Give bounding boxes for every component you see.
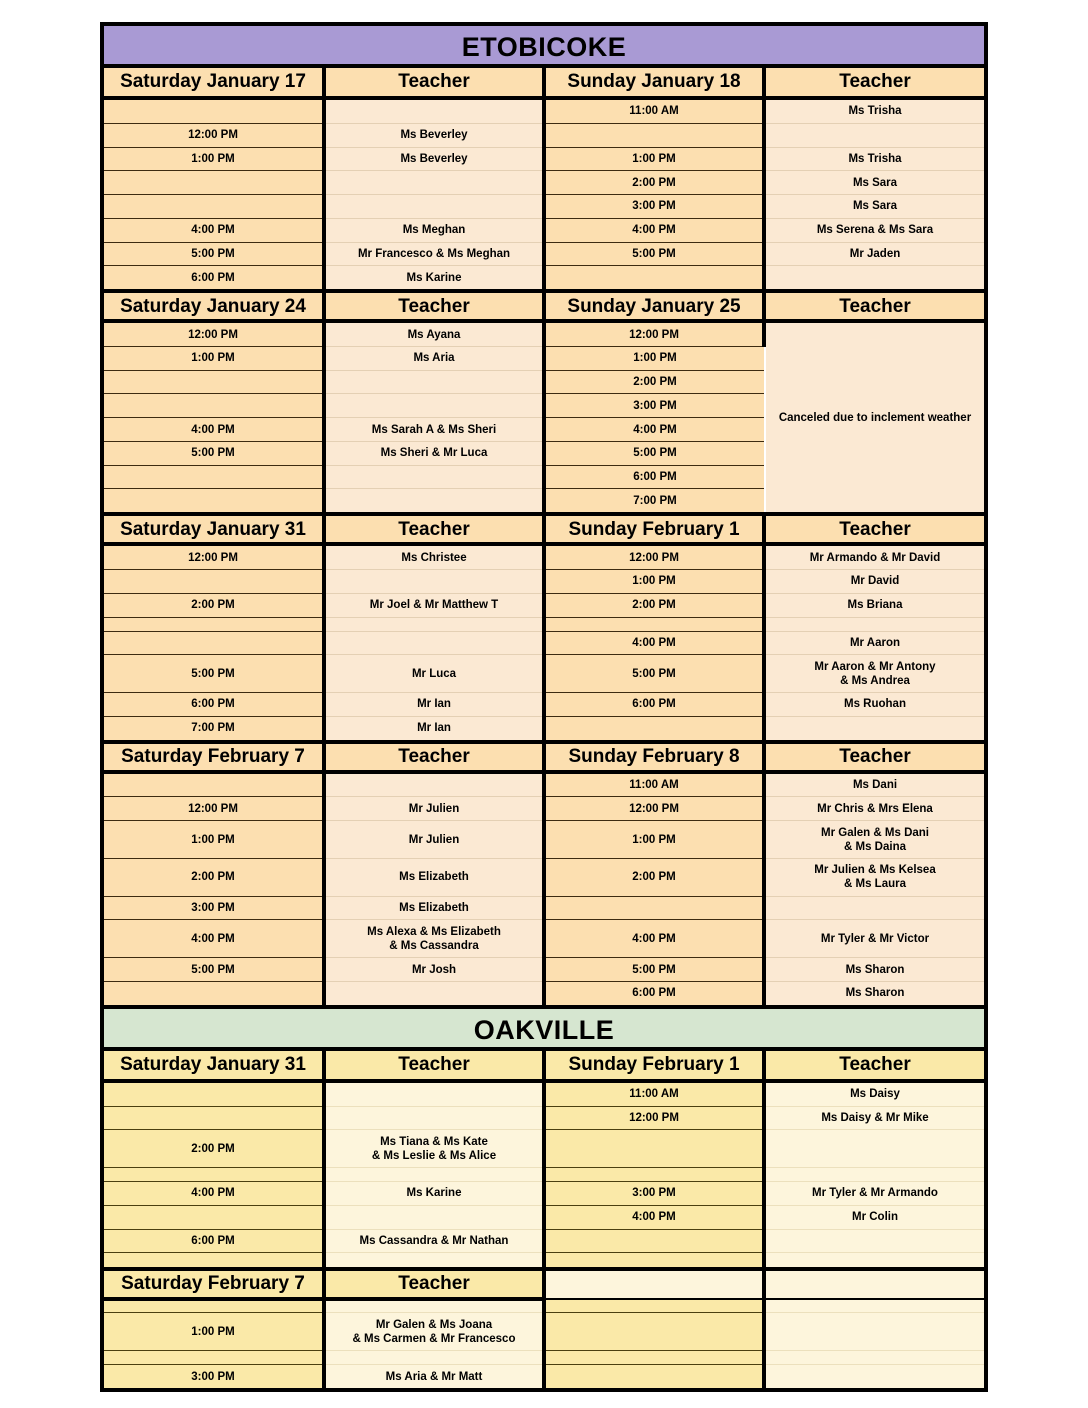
time-cell-right: 3:00 PM bbox=[544, 1182, 764, 1206]
schedule-row bbox=[104, 98, 984, 123]
teacher-cell-left: Mr Julien bbox=[324, 797, 544, 821]
teacher-cell-right bbox=[764, 266, 984, 289]
schedule-row bbox=[104, 797, 984, 821]
teacher-cell-left bbox=[324, 489, 544, 512]
time-cell-left bbox=[104, 570, 324, 594]
teacher-cell-right bbox=[764, 1168, 984, 1182]
schedule-row bbox=[104, 266, 984, 289]
schedule-row bbox=[104, 1229, 984, 1253]
time-cell-left bbox=[104, 1205, 324, 1229]
time-cell-left bbox=[104, 370, 324, 394]
time-cell-right: 12:00 PM bbox=[544, 321, 764, 346]
time-cell-right: 5:00 PM bbox=[544, 958, 764, 982]
venues-container bbox=[100, 22, 988, 1392]
teacher-header-right bbox=[764, 1269, 984, 1299]
teacher-cell-right bbox=[764, 1365, 984, 1388]
time-cell-right: 5:00 PM bbox=[544, 242, 764, 266]
time-cell-right: 1:00 PM bbox=[544, 147, 764, 171]
teacher-header-left: Teacher bbox=[324, 1051, 544, 1081]
time-cell-right bbox=[544, 1168, 764, 1182]
time-cell-left bbox=[104, 1106, 324, 1130]
teacher-cell-right bbox=[764, 1229, 984, 1253]
teacher-cell-right: Ms Daisy bbox=[764, 1081, 984, 1106]
time-cell-left: 1:00 PM bbox=[104, 1313, 324, 1351]
teacher-cell-left: Ms Karine bbox=[324, 266, 544, 289]
time-cell-left: 12:00 PM bbox=[104, 797, 324, 821]
day-header-row bbox=[104, 291, 984, 321]
day-header-right bbox=[544, 1269, 764, 1299]
teacher-cell-left: Mr Joel & Mr Matthew T bbox=[324, 593, 544, 617]
time-cell-left: 6:00 PM bbox=[104, 1229, 324, 1253]
time-cell-right: 12:00 PM bbox=[544, 1106, 764, 1130]
schedule-row bbox=[104, 147, 984, 171]
teacher-cell-right: Ms Serena & Ms Sara bbox=[764, 218, 984, 242]
teacher-cell-left bbox=[324, 394, 544, 418]
teacher-cell-right: Mr Tyler & Mr Armando bbox=[764, 1182, 984, 1206]
teacher-cell-right: Mr David bbox=[764, 570, 984, 594]
time-cell-right bbox=[544, 716, 764, 739]
schedule-row bbox=[104, 958, 984, 982]
teacher-cell-left bbox=[324, 1081, 544, 1106]
time-cell-left bbox=[104, 394, 324, 418]
time-cell-left: 7:00 PM bbox=[104, 716, 324, 739]
teacher-cell-right bbox=[764, 1299, 984, 1313]
teacher-cell-left: Mr Ian bbox=[324, 716, 544, 739]
time-cell-left bbox=[104, 171, 324, 195]
schedule-row bbox=[104, 1168, 984, 1182]
time-cell-right: 4:00 PM bbox=[544, 920, 764, 958]
time-cell-right bbox=[544, 123, 764, 147]
teacher-cell-left bbox=[324, 982, 544, 1005]
teacher-cell-left bbox=[324, 570, 544, 594]
teacher-cell-left bbox=[324, 171, 544, 195]
teacher-cell-left: Ms Christee bbox=[324, 544, 544, 569]
time-cell-left bbox=[104, 489, 324, 512]
time-cell-left: 2:00 PM bbox=[104, 1130, 324, 1168]
schedule-row bbox=[104, 1365, 984, 1388]
time-cell-left bbox=[104, 195, 324, 219]
time-cell-right: 12:00 PM bbox=[544, 544, 764, 569]
day-header-right: Sunday January 18 bbox=[544, 68, 764, 98]
day-header-left: Saturday January 31 bbox=[104, 1051, 324, 1081]
schedule-row bbox=[104, 716, 984, 739]
schedule-row bbox=[104, 218, 984, 242]
teacher-cell-right bbox=[764, 1313, 984, 1351]
time-cell-right: 1:00 PM bbox=[544, 346, 764, 370]
schedule-row bbox=[104, 321, 984, 346]
teacher-cell-left bbox=[324, 1253, 544, 1267]
teacher-cell-right: Mr Chris & Mrs Elena bbox=[764, 797, 984, 821]
schedule-block bbox=[104, 740, 984, 1005]
time-cell-left: 2:00 PM bbox=[104, 858, 324, 896]
time-cell-left: 5:00 PM bbox=[104, 958, 324, 982]
teacher-cell-right: Ms Sharon bbox=[764, 982, 984, 1005]
venue-banner: OAKVILLE bbox=[104, 1009, 984, 1051]
teacher-cell-left bbox=[324, 195, 544, 219]
time-cell-right: 2:00 PM bbox=[544, 171, 764, 195]
time-cell-right bbox=[544, 896, 764, 920]
teacher-cell-left: Ms Aria bbox=[324, 346, 544, 370]
time-cell-right bbox=[544, 1365, 764, 1388]
time-cell-right bbox=[544, 1313, 764, 1351]
teacher-cell-left bbox=[324, 370, 544, 394]
teacher-cell-left bbox=[324, 1168, 544, 1182]
day-header-row bbox=[104, 514, 984, 544]
time-cell-right bbox=[544, 266, 764, 289]
schedule-row bbox=[104, 1205, 984, 1229]
time-cell-left: 4:00 PM bbox=[104, 418, 324, 442]
schedule-row bbox=[104, 123, 984, 147]
day-header-right: Sunday February 8 bbox=[544, 742, 764, 772]
teacher-cell-left bbox=[324, 465, 544, 489]
teacher-cell-left: Ms Ayana bbox=[324, 321, 544, 346]
teacher-cell-right: Ms Sara bbox=[764, 171, 984, 195]
teacher-cell-right bbox=[764, 617, 984, 631]
schedule-block bbox=[104, 1051, 984, 1267]
schedule-row bbox=[104, 772, 984, 797]
time-cell-left: 12:00 PM bbox=[104, 321, 324, 346]
schedule-row bbox=[104, 593, 984, 617]
time-cell-left bbox=[104, 465, 324, 489]
time-cell-right: 11:00 AM bbox=[544, 1081, 764, 1106]
schedule-row bbox=[104, 1130, 984, 1168]
teacher-cell-left bbox=[324, 617, 544, 631]
time-cell-left: 4:00 PM bbox=[104, 1182, 324, 1206]
time-cell-left: 4:00 PM bbox=[104, 920, 324, 958]
time-cell-left bbox=[104, 982, 324, 1005]
time-cell-left: 4:00 PM bbox=[104, 218, 324, 242]
schedule-block bbox=[104, 1267, 984, 1388]
time-cell-left: 6:00 PM bbox=[104, 266, 324, 289]
time-cell-left: 5:00 PM bbox=[104, 655, 324, 693]
day-header-left: Saturday January 24 bbox=[104, 291, 324, 321]
teacher-cell-left: Ms Beverley bbox=[324, 147, 544, 171]
day-header-row bbox=[104, 1269, 984, 1299]
time-cell-right bbox=[544, 1130, 764, 1168]
time-cell-right: 6:00 PM bbox=[544, 982, 764, 1005]
teacher-header-right: Teacher bbox=[764, 742, 984, 772]
time-cell-left: 12:00 PM bbox=[104, 123, 324, 147]
venue-section-oakville bbox=[100, 1005, 988, 1392]
venue-section-etobicoke bbox=[100, 22, 988, 1005]
teacher-cell-right: Ms Trisha bbox=[764, 147, 984, 171]
time-cell-right: 7:00 PM bbox=[544, 489, 764, 512]
schedule-row bbox=[104, 1182, 984, 1206]
time-cell-right: 11:00 AM bbox=[544, 98, 764, 123]
teacher-cell-right: Mr Colin bbox=[764, 1205, 984, 1229]
time-cell-left: 1:00 PM bbox=[104, 147, 324, 171]
day-header-left: Saturday February 7 bbox=[104, 1269, 324, 1299]
day-header-right: Sunday February 1 bbox=[544, 1051, 764, 1081]
schedule-block bbox=[104, 512, 984, 739]
teacher-cell-right: Mr Armando & Mr David bbox=[764, 544, 984, 569]
schedule-row bbox=[104, 195, 984, 219]
schedule-row bbox=[104, 920, 984, 958]
time-cell-left: 1:00 PM bbox=[104, 346, 324, 370]
time-cell-right: 6:00 PM bbox=[544, 693, 764, 717]
time-cell-right: 3:00 PM bbox=[544, 394, 764, 418]
day-header-left: Saturday January 31 bbox=[104, 514, 324, 544]
teacher-cell-left: Mr Galen & Ms Joana & Ms Carmen & Mr Francesco bbox=[324, 1313, 544, 1351]
time-cell-right: 4:00 PM bbox=[544, 418, 764, 442]
teacher-cell-left: Mr Francesco & Ms Meghan bbox=[324, 242, 544, 266]
teacher-header-right: Teacher bbox=[764, 1051, 984, 1081]
teacher-header-right: Teacher bbox=[764, 514, 984, 544]
time-cell-right: 5:00 PM bbox=[544, 441, 764, 465]
time-cell-right: 4:00 PM bbox=[544, 1205, 764, 1229]
time-cell-right: 3:00 PM bbox=[544, 195, 764, 219]
teacher-cell-right: Mr Aaron & Mr Antony & Ms Andrea bbox=[764, 655, 984, 693]
schedule-row bbox=[104, 858, 984, 896]
teacher-cell-right: Ms Sharon bbox=[764, 958, 984, 982]
time-cell-left bbox=[104, 1253, 324, 1267]
teacher-cell-left bbox=[324, 1106, 544, 1130]
time-cell-left bbox=[104, 1168, 324, 1182]
schedule-row bbox=[104, 1351, 984, 1365]
schedule-row bbox=[104, 1299, 984, 1313]
time-cell-left bbox=[104, 631, 324, 655]
schedule-row bbox=[104, 982, 984, 1005]
time-cell-right: 4:00 PM bbox=[544, 218, 764, 242]
time-cell-right: 12:00 PM bbox=[544, 797, 764, 821]
schedule-row bbox=[104, 1106, 984, 1130]
teacher-cell-left bbox=[324, 1205, 544, 1229]
time-cell-right: 5:00 PM bbox=[544, 655, 764, 693]
day-header-left: Saturday February 7 bbox=[104, 742, 324, 772]
teacher-cell-left: Ms Elizabeth bbox=[324, 896, 544, 920]
schedule-row bbox=[104, 617, 984, 631]
teacher-cell-left: Ms Cassandra & Mr Nathan bbox=[324, 1229, 544, 1253]
teacher-cell-right: Mr Julien & Ms Kelsea & Ms Laura bbox=[764, 858, 984, 896]
time-cell-left bbox=[104, 617, 324, 631]
teacher-cell-left: Ms Sarah A & Ms Sheri bbox=[324, 418, 544, 442]
teacher-cell-right: Mr Jaden bbox=[764, 242, 984, 266]
time-cell-left: 2:00 PM bbox=[104, 593, 324, 617]
teacher-cell-right bbox=[764, 1351, 984, 1365]
teacher-cell-left: Ms Meghan bbox=[324, 218, 544, 242]
day-header-row bbox=[104, 742, 984, 772]
time-cell-left bbox=[104, 98, 324, 123]
venue-banner: ETOBICOKE bbox=[104, 26, 984, 68]
day-header-right: Sunday February 1 bbox=[544, 514, 764, 544]
time-cell-left bbox=[104, 1351, 324, 1365]
time-cell-left: 3:00 PM bbox=[104, 896, 324, 920]
teacher-cell-left bbox=[324, 1351, 544, 1365]
teacher-cell-left: Mr Josh bbox=[324, 958, 544, 982]
teacher-cell-left bbox=[324, 1299, 544, 1313]
teacher-cell-right: Mr Aaron bbox=[764, 631, 984, 655]
teacher-header-left: Teacher bbox=[324, 291, 544, 321]
teacher-cell-left bbox=[324, 631, 544, 655]
time-cell-right bbox=[544, 1351, 764, 1365]
day-header-left: Saturday January 17 bbox=[104, 68, 324, 98]
schedule-row bbox=[104, 896, 984, 920]
time-cell-left: 5:00 PM bbox=[104, 242, 324, 266]
time-cell-right: 6:00 PM bbox=[544, 465, 764, 489]
teacher-cell-left: Mr Ian bbox=[324, 693, 544, 717]
teacher-cell-left: Ms Sheri & Mr Luca bbox=[324, 441, 544, 465]
teacher-cell-right: Ms Briana bbox=[764, 593, 984, 617]
time-cell-right: 4:00 PM bbox=[544, 631, 764, 655]
time-cell-right bbox=[544, 617, 764, 631]
time-cell-right: 11:00 AM bbox=[544, 772, 764, 797]
schedule-row bbox=[104, 1313, 984, 1351]
time-cell-right: 2:00 PM bbox=[544, 370, 764, 394]
teacher-cell-right: Mr Galen & Ms Dani & Ms Daina bbox=[764, 821, 984, 859]
teacher-header-right: Teacher bbox=[764, 291, 984, 321]
teacher-header-left: Teacher bbox=[324, 514, 544, 544]
teacher-cell-right bbox=[764, 896, 984, 920]
schedule-row bbox=[104, 242, 984, 266]
teacher-cell-right: Ms Sara bbox=[764, 195, 984, 219]
time-cell-right: 1:00 PM bbox=[544, 821, 764, 859]
day-header-row bbox=[104, 68, 984, 98]
teacher-cell-right: Ms Dani bbox=[764, 772, 984, 797]
time-cell-left bbox=[104, 1299, 324, 1313]
teacher-cell-right-merged-note: Canceled due to inclement weather bbox=[764, 321, 984, 512]
schedule-row bbox=[104, 631, 984, 655]
schedule-row bbox=[104, 570, 984, 594]
schedule-block bbox=[104, 289, 984, 512]
day-header-right: Sunday January 25 bbox=[544, 291, 764, 321]
time-cell-right bbox=[544, 1229, 764, 1253]
time-cell-right: 1:00 PM bbox=[544, 570, 764, 594]
teacher-cell-left bbox=[324, 98, 544, 123]
time-cell-right bbox=[544, 1253, 764, 1267]
teacher-cell-left: Ms Karine bbox=[324, 1182, 544, 1206]
schedule-row bbox=[104, 1253, 984, 1267]
time-cell-left: 3:00 PM bbox=[104, 1365, 324, 1388]
time-cell-right: 2:00 PM bbox=[544, 593, 764, 617]
teacher-cell-left bbox=[324, 772, 544, 797]
day-header-row bbox=[104, 1051, 984, 1081]
schedule-row bbox=[104, 1081, 984, 1106]
teacher-header-right: Teacher bbox=[764, 68, 984, 98]
teacher-header-left: Teacher bbox=[324, 742, 544, 772]
schedule-row bbox=[104, 655, 984, 693]
teacher-cell-left: Mr Luca bbox=[324, 655, 544, 693]
teacher-cell-left: Ms Aria & Mr Matt bbox=[324, 1365, 544, 1388]
teacher-header-left: Teacher bbox=[324, 1269, 544, 1299]
schedule-row bbox=[104, 544, 984, 569]
time-cell-left bbox=[104, 772, 324, 797]
teacher-cell-left: Ms Alexa & Ms Elizabeth & Ms Cassandra bbox=[324, 920, 544, 958]
teacher-cell-right: Ms Trisha bbox=[764, 98, 984, 123]
time-cell-left: 6:00 PM bbox=[104, 693, 324, 717]
teacher-cell-right bbox=[764, 1253, 984, 1267]
teacher-cell-right bbox=[764, 123, 984, 147]
teacher-cell-right bbox=[764, 716, 984, 739]
time-cell-right: 2:00 PM bbox=[544, 858, 764, 896]
schedule-block bbox=[104, 68, 984, 289]
schedule-row bbox=[104, 821, 984, 859]
teacher-cell-right: Mr Tyler & Mr Victor bbox=[764, 920, 984, 958]
teacher-cell-left: Ms Tiana & Ms Kate & Ms Leslie & Ms Alice bbox=[324, 1130, 544, 1168]
teacher-cell-right: Ms Ruohan bbox=[764, 693, 984, 717]
time-cell-left bbox=[104, 1081, 324, 1106]
time-cell-left: 5:00 PM bbox=[104, 441, 324, 465]
teacher-cell-right: Ms Daisy & Mr Mike bbox=[764, 1106, 984, 1130]
time-cell-left: 12:00 PM bbox=[104, 544, 324, 569]
teacher-cell-left: Mr Julien bbox=[324, 821, 544, 859]
time-cell-left: 1:00 PM bbox=[104, 821, 324, 859]
teacher-cell-right bbox=[764, 1130, 984, 1168]
schedule-row bbox=[104, 171, 984, 195]
schedule-row bbox=[104, 693, 984, 717]
teacher-cell-left: Ms Beverley bbox=[324, 123, 544, 147]
teacher-header-left: Teacher bbox=[324, 68, 544, 98]
time-cell-right bbox=[544, 1299, 764, 1313]
teacher-cell-left: Ms Elizabeth bbox=[324, 858, 544, 896]
